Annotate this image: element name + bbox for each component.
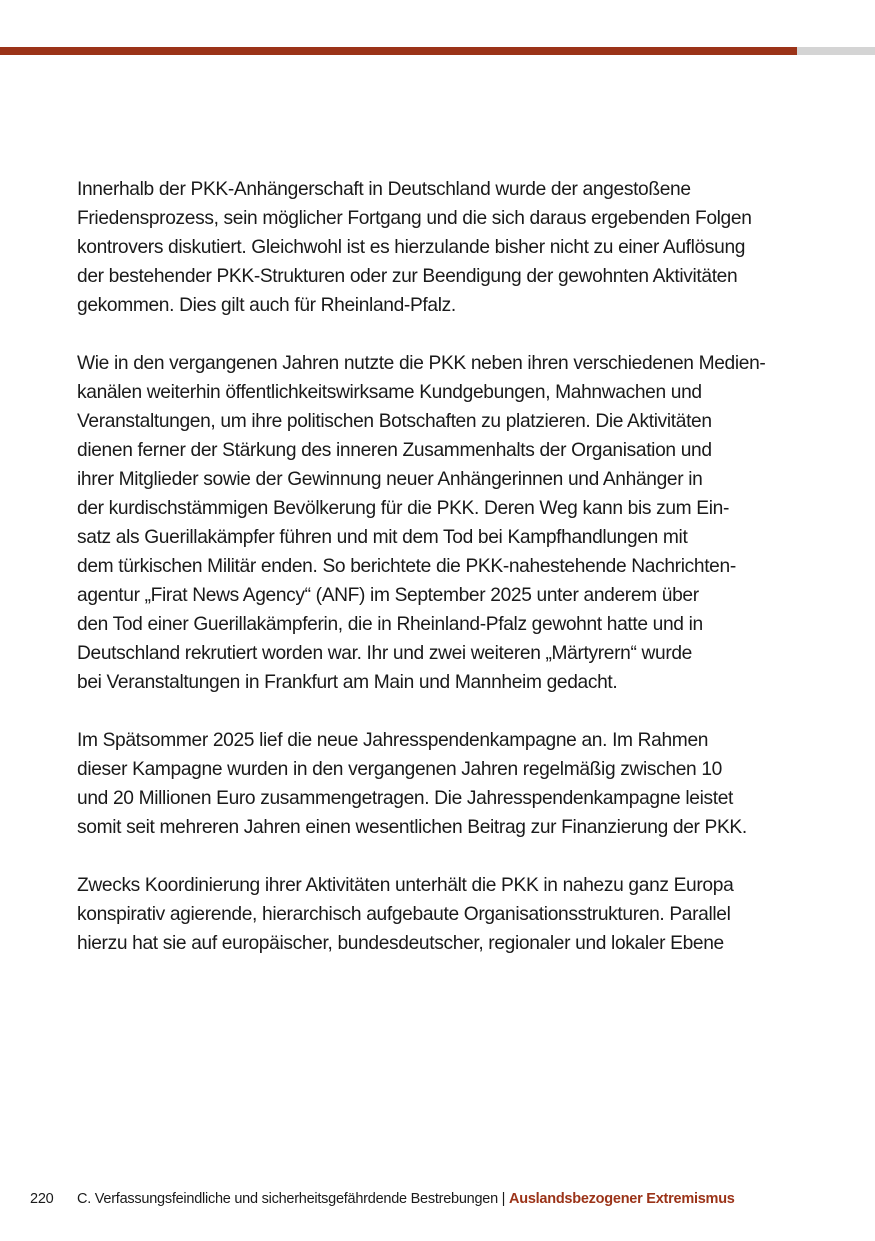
text-line: ihrer Mitglieder sowie der Gewinnung neuer Anhängerinnen und Anhänger in [77,469,703,490]
text-line: dienen ferner der Stärkung des inneren Zusammenhalts der Organisation und [77,440,712,461]
text-line: hierzu hat sie auf europäischer, bundesdeutscher, regionaler und lokaler Ebene [77,933,724,954]
chapter-title: C. Verfassungsfeindliche und sicherheitsgefährdende Bestrebungen [77,1191,498,1207]
text-line: Friedensprozess, sein möglicher Fortgang und die sich daraus ergebenden Folgen [77,208,752,229]
text-line: dem türkischen Militär enden. So berichtete die PKK-nahestehende Nachrichten- [77,556,736,577]
page-footer [30,1189,735,1209]
text-line: Wie in den vergangenen Jahren nutzte die PKK neben ihren verschiedenen Medien- [77,353,766,374]
header-gray-bar [797,47,875,55]
text-line: satz als Guerillakämpfer führen und mit dem Tod bei Kampfhandlungen mit [77,527,688,548]
paragraph [77,349,802,697]
text-line: den Tod einer Guerillakämpferin, die in Rheinland-Pfalz gewohnt hatte und in [77,614,703,635]
header-accent-bar [0,47,797,55]
text-line: Im Spätsommer 2025 lief die neue Jahresspendenkampagne an. Im Rahmen [77,730,709,751]
footer-separator: | [497,1191,509,1207]
text-line: der bestehender PKK-Strukturen oder zur Beendigung der gewohnten Aktivitäten [77,266,738,287]
text-line: kontrovers diskutiert. Gleichwohl ist es hierzulande bisher nicht zu einer Auflösung [77,237,746,258]
text-line: Deutschland rekrutiert worden war. Ihr und zwei weiteren „Märtyrern“ wurde [77,643,693,664]
text-line: konspirativ agierende, hierarchisch aufgebaute Organisationsstrukturen. Parallel [77,904,731,925]
text-line: bei Veranstaltungen in Frankfurt am Main und Mannheim gedacht. [77,672,618,693]
paragraph [77,871,802,958]
text-line: dieser Kampagne wurden in den vergangenen Jahren regelmäßig zwischen 10 [77,759,722,780]
text-line: Zwecks Koordinierung ihrer Aktivitäten unterhält die PKK in nahezu ganz Europa [77,875,734,896]
section-title: Auslandsbezogener Extremismus [508,1191,735,1207]
text-line: Innerhalb der PKK-Anhängerschaft in Deutschland wurde der angestoßene [77,179,691,200]
text-line: der kurdischstämmigen Bevölkerung für die PKK. Deren Weg kann bis zum Ein- [77,498,730,519]
text-line: gekommen. Dies gilt auch für Rheinland-Pfalz. [77,295,456,316]
text-line: somit seit mehreren Jahren einen wesentlichen Beitrag zur Finanzierung der PKK. [77,817,747,838]
body-text [77,175,802,987]
text-line: agentur „Firat News Agency“ (ANF) im September 2025 unter anderem über [77,585,699,606]
paragraph [77,175,802,320]
page-number: 220 [30,1191,54,1207]
text-line: kanälen weiterhin öffentlichkeitswirksame Kundgebungen, Mahnwachen und [77,382,702,403]
text-line: und 20 Millionen Euro zusammengetragen. Die Jahresspendenkampagne leistet [77,788,734,809]
text-line: Veranstaltungen, um ihre politischen Botschaften zu platzieren. Die Aktivitäten [77,411,712,432]
paragraph [77,726,802,842]
